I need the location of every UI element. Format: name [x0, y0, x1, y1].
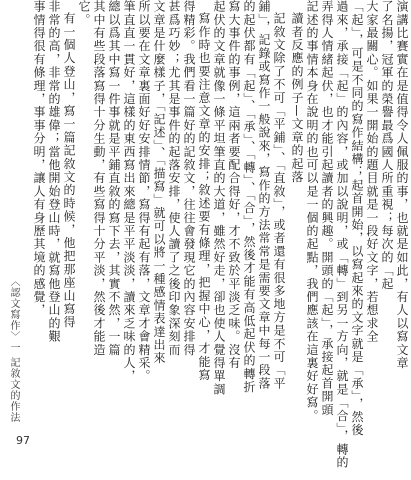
text-column: 總以爲其中寫一件事就是平鋪直敘的寫下去，其實不然，一篇 — [107, 0, 121, 357]
text-column: 寫作時也要注意文章的安排；敘述要有條理，把握中心，才能寫 — [197, 12, 211, 382]
text-column: 寫大事件的事例，這兩者要配合得好，才不致於平淡乏味。沒有 — [227, 0, 241, 370]
text-column: 筆直直一貫好，這樣的東西寫出來總是平平淡淡，讀來乏味的人， — [122, 0, 136, 383]
text-column: 弄得人情緒起伏，也才能引起讀者的興趣。開頭的「起」，承接起首開頭 — [320, 0, 334, 417]
text-column: 演講比賽實在是值得令人佩服的事，也就是如此，有人以寫文章 — [395, 0, 409, 370]
section-heading: 讀者反應的例子—文章的起落 — [290, 12, 304, 184]
text-column: 記述的事情本身在說明的也可以是一個的起點，我們應該在這裏好好寫。 — [305, 0, 319, 423]
text-column: 它。 — [77, 0, 91, 27]
text-column: 有一個人登山，寫一篇記敘文的時候，他把那座山寫得 — [62, 12, 76, 329]
text-column: 文章是什麼樣子，「記述」、「描寫」就可以將一種感情表達出來 — [152, 0, 166, 365]
text-column: 過來，承接「起」的內容，或加以說明，或「轉」到另一方向，就是「合」，轉的 — [335, 0, 349, 470]
text-column: 得精彩。我們看一篇好的記敘文，往往會發現它的內容安排得 — [182, 0, 196, 357]
text-column: 其中有些段落寫得十分生動，有些寫得十分平淡，然後才能造 — [92, 0, 106, 357]
running-head: 〈認文寫作〉一 記敘文的作法 — [8, 276, 19, 424]
page-number: 97 — [16, 434, 30, 447]
text-column: 所以要在文章裏面好好安排情節，寫得有起有落，文章才會精采。 — [137, 0, 151, 383]
text-column: 的起伏都有「起」、「承」、「轉」、「合」，然後才能有高低起伏的轉折 — [242, 0, 256, 394]
text-column: 非常的高，非常的雄偉；當他開始登山時，就寫他登山的艱 — [47, 0, 61, 344]
text-column: 鋪」，記錄或寫作一般說來，寫作的方法常常是需要文章中每一段落 — [257, 0, 271, 390]
text-column: 了名揚，冠軍的榮譽最爲國人所重視；每次的「起 — [380, 0, 394, 291]
text-column: 起伏的文章就像一條平坦筆直的大道，雖然好走，卻也使人覺得單調 — [212, 0, 226, 396]
text-column: 記敘文除了不可「平鋪」、「直敘」，或者還有很多地方是不可「平 — [272, 12, 286, 390]
text-column: 甚爲巧妙；尤其是事件的起落安排，使人讀了之後印象深刻而 — [167, 0, 181, 357]
text-column: 事情得很有條理，事事分明，讓人有身歷其境的感覺， — [32, 0, 46, 317]
text-column: 大家最關心。如果一開始的題目就是一段好文字，若想求全 — [365, 0, 379, 344]
text-column: 「起」，可是不同的寫作結構；起首開始，以寫起來的文字就是「承」，然後 — [350, 0, 364, 437]
